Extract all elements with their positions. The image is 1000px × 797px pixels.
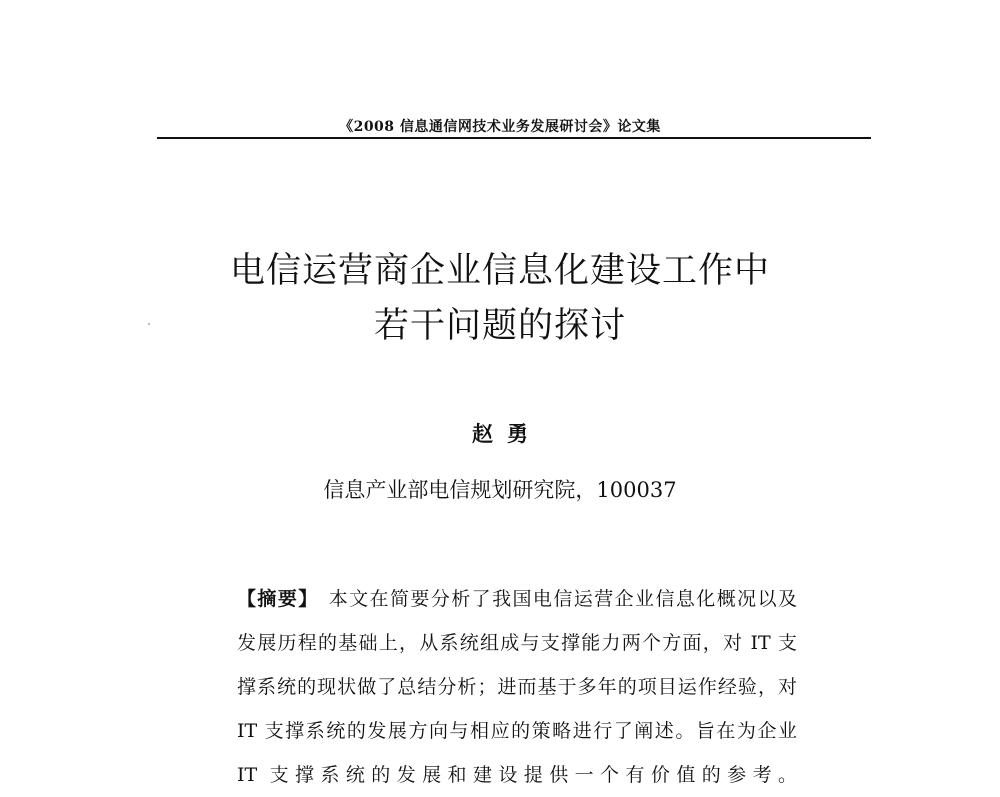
abstract-line: IT 支撑系统的发展方向与相应的策略进行了阐述。旨在为企业	[237, 720, 797, 742]
abstract-line	[237, 577, 797, 621]
abstract-line: 撑系统的现状做了总结分析；进而基于多年的项目运作经验，对	[237, 676, 797, 698]
abstract-line: 发展历程的基础上，从系统组成与支撑能力两个方面，对 IT 支	[237, 632, 797, 654]
abstract-label: 【摘要】	[237, 588, 319, 610]
header-rule	[157, 137, 871, 139]
paper-title-line-1: 电信运营商企业信息化建设工作中	[229, 251, 770, 291]
author-name: 赵勇	[472, 421, 542, 446]
abstract-line: IT 支撑系统的发展和建设提供一个有价值的参考。	[237, 764, 797, 786]
author-affiliation: 信息产业部电信规划研究院，100037	[323, 478, 677, 502]
paper-title-line-2: 若干问题的探讨	[373, 306, 626, 346]
abstract-line-text: 本文在简要分析了我国电信运营企业信息化概况以及	[328, 588, 797, 610]
running-header: 《2008 信息通信网技术业务发展研讨会》论文集	[339, 119, 661, 135]
abstract	[237, 577, 797, 797]
